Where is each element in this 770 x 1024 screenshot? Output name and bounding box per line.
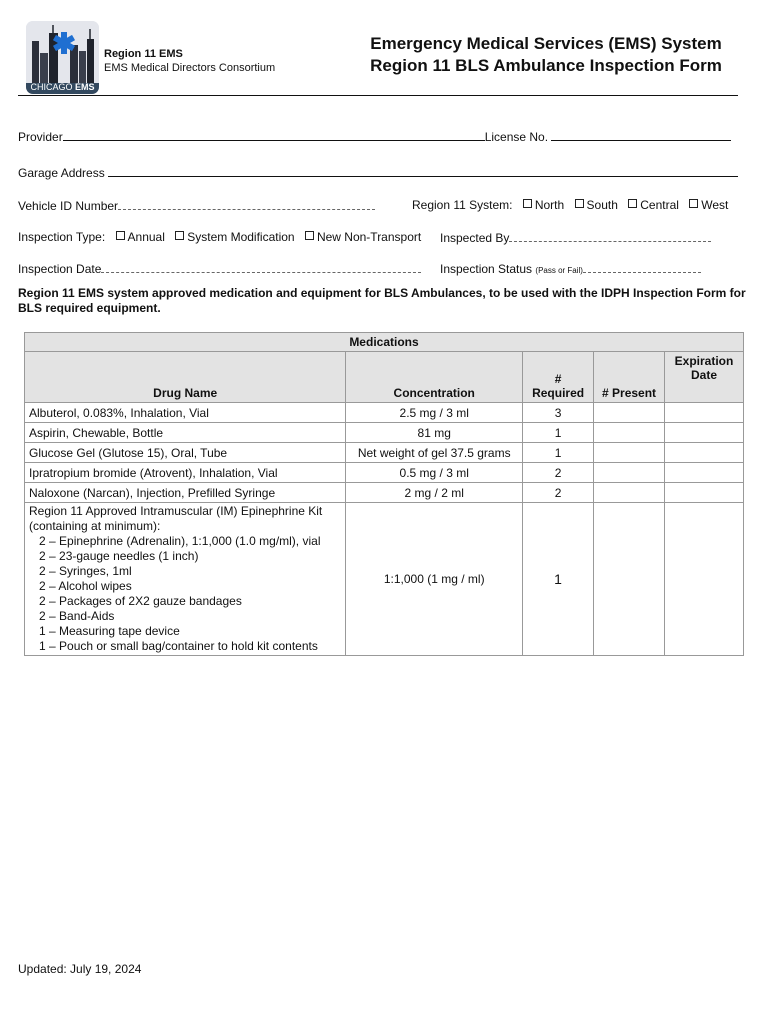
garage-row bbox=[18, 165, 738, 180]
table-row bbox=[25, 423, 744, 443]
option-south: South bbox=[586, 198, 618, 212]
logo-caption-b: EMS bbox=[75, 82, 95, 92]
kit-present-cell[interactable] bbox=[594, 503, 665, 656]
provider-row bbox=[18, 129, 731, 144]
provider-field[interactable] bbox=[63, 129, 485, 141]
option-north: North bbox=[534, 198, 565, 212]
required-cell: 2 bbox=[523, 483, 594, 503]
medications-table bbox=[24, 332, 744, 656]
concentration-cell: 0.5 mg / 3 ml bbox=[346, 463, 523, 483]
drug-name-cell: Naloxone (Narcan), Injection, Prefilled Syringe bbox=[25, 483, 346, 503]
concentration-cell: 2 mg / 2 ml bbox=[346, 483, 523, 503]
inspection-date-label: Inspection Date bbox=[18, 262, 102, 276]
kit-required: 1 bbox=[523, 503, 594, 656]
option-system-modification: System Modification bbox=[187, 230, 295, 244]
header-drug-name: Drug Name bbox=[25, 352, 346, 403]
chicago-ems-logo bbox=[26, 21, 99, 94]
table-header-row bbox=[25, 352, 744, 403]
organization-block bbox=[104, 47, 275, 75]
form-title-line1: Emergency Medical Services (EMS) System bbox=[370, 34, 722, 53]
kit-description bbox=[25, 503, 346, 656]
kit-concentration: 1:1,000 (1 mg / ml) bbox=[346, 503, 523, 656]
expiration-cell[interactable] bbox=[665, 423, 744, 443]
expiration-cell[interactable] bbox=[665, 403, 744, 423]
region-system-group bbox=[412, 198, 728, 212]
kit-item: 2 – Band-Aids bbox=[39, 609, 115, 623]
license-label: License No. bbox=[484, 130, 549, 144]
concentration-cell: Net weight of gel 37.5 grams bbox=[346, 443, 523, 463]
required-cell: 1 bbox=[523, 423, 594, 443]
license-field[interactable] bbox=[551, 129, 731, 141]
checkbox-annual[interactable] bbox=[116, 231, 125, 240]
required-cell: 3 bbox=[523, 403, 594, 423]
kit-item: 2 – Alcohol wipes bbox=[39, 579, 132, 593]
present-cell[interactable] bbox=[594, 403, 665, 423]
concentration-cell: 2.5 mg / 3 ml bbox=[346, 403, 523, 423]
option-annual: Annual bbox=[127, 230, 165, 244]
instruction-note: Region 11 EMS system approved medication and equipment for BLS Ambulances, to be used with the IDPH Inspection Form for BLS required equipment. bbox=[18, 286, 746, 315]
provider-label: Provider bbox=[18, 130, 63, 144]
checkbox-west[interactable] bbox=[689, 199, 698, 208]
table-row-epinephrine-kit bbox=[25, 503, 744, 656]
vehicle-id-field[interactable] bbox=[118, 198, 375, 210]
option-central: Central bbox=[640, 198, 679, 212]
table-title: Medications bbox=[25, 333, 744, 352]
checkbox-system-modification[interactable] bbox=[175, 231, 184, 240]
expiration-cell[interactable] bbox=[665, 483, 744, 503]
header-concentration: Concentration bbox=[346, 352, 523, 403]
form-title bbox=[333, 33, 759, 77]
kit-item: 2 – 23-gauge needles (1 inch) bbox=[39, 549, 199, 563]
table-row bbox=[25, 403, 744, 423]
inspection-type-group bbox=[18, 230, 421, 244]
kit-line: (containing at minimum): bbox=[29, 519, 161, 533]
required-cell: 2 bbox=[523, 463, 594, 483]
inspection-status-label: Inspection Status bbox=[440, 262, 533, 276]
logo-caption bbox=[26, 82, 99, 92]
inspected-by-label: Inspected By bbox=[440, 231, 510, 245]
required-cell: 1 bbox=[523, 443, 594, 463]
checkbox-south[interactable] bbox=[575, 199, 584, 208]
expiration-cell[interactable] bbox=[665, 463, 744, 483]
kit-line: Region 11 Approved Intramuscular (IM) Epinephrine Kit bbox=[29, 504, 323, 518]
kit-item: 2 – Syringes, 1ml bbox=[39, 564, 132, 578]
header-divider bbox=[18, 95, 738, 96]
vehicle-id-label: Vehicle ID Number bbox=[18, 199, 119, 213]
garage-label: Garage Address bbox=[18, 166, 105, 180]
region-system-label: Region 11 System: bbox=[412, 198, 513, 212]
checkbox-new-non-transport[interactable] bbox=[305, 231, 314, 240]
form-title-line2: Region 11 BLS Ambulance Inspection Form bbox=[370, 56, 722, 75]
present-cell[interactable] bbox=[594, 463, 665, 483]
inspected-by-field[interactable] bbox=[509, 230, 711, 242]
present-cell[interactable] bbox=[594, 483, 665, 503]
drug-name-cell: Albuterol, 0.083%, Inhalation, Vial bbox=[25, 403, 346, 423]
inspection-status-row bbox=[440, 261, 701, 276]
option-new-non-transport: New Non-Transport bbox=[316, 230, 422, 244]
org-subtitle: EMS Medical Directors Consortium bbox=[104, 62, 276, 74]
drug-name-cell: Glucose Gel (Glutose 15), Oral, Tube bbox=[25, 443, 346, 463]
kit-item: 1 – Measuring tape device bbox=[39, 624, 180, 638]
inspection-status-hint: (Pass or Fail) bbox=[535, 266, 583, 275]
kit-item: 1 – Pouch or small bag/container to hold kit contents bbox=[39, 639, 318, 653]
logo-caption-a: CHICAGO bbox=[30, 82, 73, 92]
option-west: West bbox=[701, 198, 729, 212]
vehicle-row bbox=[18, 198, 375, 213]
table-row bbox=[25, 483, 744, 503]
table-row bbox=[25, 443, 744, 463]
header-required: # Required bbox=[523, 352, 594, 403]
checkbox-north[interactable] bbox=[523, 199, 532, 208]
expiration-cell[interactable] bbox=[665, 443, 744, 463]
kit-item: 2 – Epinephrine (Adrenalin), 1:1,000 (1.0 mg/ml), vial bbox=[39, 534, 321, 548]
concentration-cell: 81 mg bbox=[346, 423, 523, 443]
drug-name-cell: Aspirin, Chewable, Bottle bbox=[25, 423, 346, 443]
inspection-date-row bbox=[18, 261, 421, 276]
drug-name-cell: Ipratropium bromide (Atrovent), Inhalation, Vial bbox=[25, 463, 346, 483]
kit-item: 2 – Packages of 2X2 gauze bandages bbox=[39, 594, 242, 608]
inspection-date-field[interactable] bbox=[101, 261, 421, 273]
kit-expiration-cell[interactable] bbox=[665, 503, 744, 656]
inspected-by-row bbox=[440, 230, 711, 245]
inspection-status-field[interactable] bbox=[583, 261, 701, 273]
present-cell[interactable] bbox=[594, 423, 665, 443]
header-present: # Present bbox=[594, 352, 665, 403]
checkbox-central[interactable] bbox=[628, 199, 637, 208]
present-cell[interactable] bbox=[594, 443, 665, 463]
org-name: Region 11 EMS bbox=[104, 48, 183, 60]
updated-date: Updated: July 19, 2024 bbox=[18, 962, 142, 976]
header-expiration-date: Expiration Date bbox=[665, 352, 744, 403]
garage-field[interactable] bbox=[108, 165, 738, 177]
inspection-type-label: Inspection Type: bbox=[18, 230, 106, 244]
table-row bbox=[25, 463, 744, 483]
